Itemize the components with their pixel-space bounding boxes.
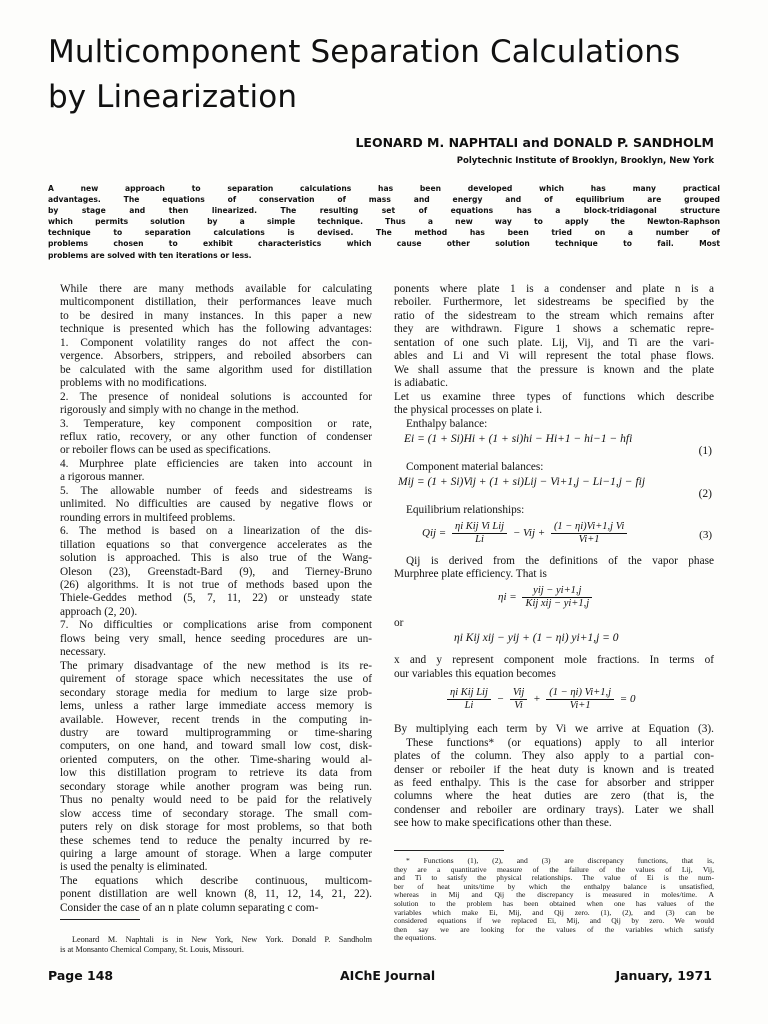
title-line: Multicomponent Separation Calculations [48, 34, 681, 70]
paper-title [48, 30, 728, 120]
body-line: 3. Temperature, key component composition or rate, [60, 417, 372, 430]
body-line: problems with no modifications. [60, 377, 207, 390]
var-f2-numerator: Vij [510, 687, 527, 700]
affiliation: Polytechnic Institute of Brooklyn, Brooklyn, New York [456, 156, 714, 166]
var-fraction-3 [546, 687, 614, 712]
eq3-fraction-2 [551, 521, 627, 546]
body-line: these schemes tend to reduce the penalty incurred by re- [60, 834, 372, 847]
footnote-right [394, 857, 714, 943]
var-f3-denominator: Vi+1 [569, 700, 591, 712]
body-line: These functions* (or equations) apply to all interior [406, 736, 714, 749]
var-f3-numerator: (1 − ηi) Vi+1,j [546, 687, 614, 700]
body-line: necessary. [60, 646, 106, 659]
body-line: condenser and reboiler are ordinary trays). Later we shall [394, 803, 714, 816]
body-line: multicomponent distillation, their performances leave much [60, 296, 372, 309]
equation-1-text: Ei = (1 + Si)Hi + (1 + si)hi − Hi+1 − hi−1 − hfi [404, 432, 633, 445]
eq3-f2-numerator: (1 − ηi)Vi+1,j Vi [551, 521, 627, 534]
var-fraction-2 [510, 687, 527, 712]
abstract-line: problems chosen to exhibit characteristics which cause other solution technique to fail. Most [48, 239, 720, 249]
component-label: Component material balances: [406, 460, 544, 473]
eta-equation-2 [394, 630, 714, 654]
abstract-line: A new approach to separation calculations has been developed which has many practical [48, 184, 720, 193]
var-f1-denominator: Li [464, 700, 474, 712]
body-line: lems, unless a rather large immediate access memory is [60, 700, 372, 713]
abstract-line: problems are solved with ten iterations or less. [48, 250, 252, 260]
body-line: is adiabatic. [394, 377, 448, 390]
body-line: columns where the heat duties are zero (that is, the [394, 790, 714, 803]
eta-equation-2-text: ηi Kij xij − yij + (1 − ηi) yi+1,j = 0 [454, 632, 619, 645]
body-line: (26) algorithms. It is not true of methods based upon the [60, 578, 372, 591]
body-line: reflux ratio, recovery, or any other function of condenser [60, 430, 372, 443]
body-line: Consider the case of an n plate column separating c com- [60, 901, 319, 914]
body-line: secondary storage while another program was being run. [60, 780, 372, 793]
eta-fraction [522, 585, 592, 610]
abstract-line: technique to separation calculations is devised. The method has been tried on a number of [48, 228, 720, 238]
body-line: to be desired in many instances. In this paper a new [60, 309, 372, 322]
body-line: secondary storage media for medium to large size prob- [60, 686, 372, 699]
eq3-middle: − Vij + [512, 526, 546, 539]
body-line: or reboiler flows can be used as specifications. [60, 444, 271, 457]
body-line: they are withdrawn. Figure 1 shows a schematic repre- [394, 323, 714, 336]
equation-3-number: (3) [699, 528, 712, 541]
eq3-f1-numerator: ηi Kij Vi Lij [452, 521, 507, 534]
body-line: a rigorous manner. [60, 471, 145, 484]
footnote-line: Leonard M. Naphtali is in New York, New York. Donald P. Sandholm [72, 935, 372, 944]
body-line: ables and Li and Vi will represent the total phase flows. [394, 350, 714, 363]
body-line: tillation equations so that convergence accelerates as the [60, 538, 372, 551]
title-line: by Linearization [48, 79, 298, 115]
abstract-line: which permits solution by a simple technique. Thus a new way to apply the Newton-Raphson [48, 217, 720, 227]
body-line: 5. The allowable number of feeds and sidestreams is [60, 484, 372, 497]
body-line: the physical processes on plate i. [394, 404, 543, 417]
equation-2-number: (2) [698, 488, 712, 501]
equation-3 [394, 521, 714, 555]
body-line: unlimited. No difficulties are caused by negative flows or [60, 498, 372, 511]
page-number: Page 148 [48, 968, 114, 983]
body-line: rounding errors in multifeed problems. [60, 511, 236, 524]
body-line: Thus no penalty would need to be paid for the relatively [60, 794, 372, 807]
body-line: available. However, recent trends in the computing in- [60, 713, 372, 726]
body-line: computers, on one hand, and toward small low cost, disk- [60, 740, 372, 753]
body-line: flows being very small, hence seeding procedures are un- [60, 632, 372, 645]
body-line: puters rely on disk storage for most problems, so that both [60, 821, 372, 834]
equation-1-number: (1) [698, 444, 712, 457]
body-line: ratio of the sidestream to the stream which remains after [394, 309, 714, 322]
footnote-line: ber of heat units/time by which the enthalpy balance is unsatisfied, [394, 881, 714, 891]
equation-2-text: Mij = (1 + Si)Vij + (1 + si)Lij − Vi+1,j − Li−1,j − fij [398, 476, 646, 489]
body-line: Qij is derived from the definitions of the vapor phase [406, 554, 714, 567]
footnote-line: whereas in Mij and Qij the discrepancy is measured in moles/time. A [394, 890, 714, 900]
body-line: ponents where plate 1 is a condenser and plate n is a [394, 283, 714, 295]
var-f2-denominator: Vi [514, 700, 523, 712]
body-line: technique is presented which has the following advantages: [60, 323, 372, 336]
var-f1-numerator: ηi Kij Lij [447, 687, 491, 700]
body-line: plates of the column. They also apply to a partial con- [394, 750, 714, 763]
variables-equation [394, 687, 714, 723]
eta-numerator: yij − yi+1,j [522, 585, 592, 598]
eq3-fraction-1 [452, 521, 507, 546]
body-line: vergence. Absorbers, strippers, and reboiled absorbers can [60, 350, 372, 363]
body-line: quirement of storage space which necessitates the use of [60, 673, 372, 686]
eta-lhs: ηi = [498, 590, 517, 603]
body-line: 2. The presence of nonideal solutions is accounted for [60, 390, 372, 403]
right-column [394, 283, 714, 831]
footnote-line: considered equations if we replaced Ei, Mij, and Qij by zero. We would [394, 916, 714, 926]
body-line: Oleson (23), Greenstadt-Bard (9), and Tierney-Bruno [60, 565, 372, 578]
body-line: Let us examine three types of functions which describe [394, 390, 714, 403]
body-line: be calculated with the same algorithm used for distillation [60, 363, 372, 376]
footnote-line: * Functions (1), (2), and (3) are discrepancy functions, that is, [406, 856, 714, 865]
body-line: Murphree plate efficiency. That is [394, 568, 547, 581]
abstract [48, 183, 720, 261]
body-line: sentation of one such plate. Lij, Vij, and Ti are the vari- [394, 336, 714, 349]
body-line: Enthalpy balance: [406, 417, 488, 430]
footnote-line: the equations. [394, 933, 437, 943]
body-line: dustry are toward multiprogramming or time-sharing [60, 726, 372, 739]
var-rhs: = 0 [619, 692, 636, 705]
body-line: 1. Component volatility ranges do not affect the con- [60, 336, 372, 349]
body-line: Thiele-Geddes method (5, 7, 11, 22) or unsteady state [60, 592, 372, 605]
left-column [60, 283, 372, 915]
body-line: approach (2, 20). [60, 605, 138, 618]
abstract-line: by stage and then linearized. The resulting set of equations has a block-tridiagonal structure [48, 206, 720, 216]
body-line: quiring a large amount of storage. When a large computer [60, 848, 372, 861]
body-line: is used the penalty is eliminated. [60, 861, 208, 874]
journal-name: AIChE Journal [340, 968, 436, 983]
var-fraction-1 [447, 687, 491, 712]
body-line: The equations which describe continuous, multicom- [60, 874, 372, 887]
body-line: solution is approached. This is also true of the Wang- [60, 552, 372, 565]
body-line: While there are many methods available for calculating [60, 283, 372, 295]
body-line: 4. Murphree plate efficiencies are taken into account in [60, 457, 372, 470]
abstract-line: advantages. The equations of conservation of mass and energy and of equilibrium are grouped [48, 195, 720, 205]
plus-sign: + [533, 692, 541, 705]
body-line: 6. The method is based on a linearization of the dis- [60, 525, 372, 538]
body-line: denser or reboiler if the heat duty is known and is treated [394, 763, 714, 776]
or-label: or [394, 616, 404, 629]
body-line: see how to make specifications other than these. [394, 817, 612, 830]
body-line: our variables this equation becomes [394, 667, 556, 680]
body-line: The primary disadvantage of the new method is its re- [60, 659, 372, 672]
body-line: By multiplying each term by Vi we arrive at Equation (3). [394, 723, 714, 736]
body-line: 7. No difficulties or complications arise from component [60, 619, 372, 632]
footnote-rule-right [394, 850, 504, 851]
equation-1 [394, 431, 714, 461]
footnote-left [60, 935, 372, 955]
body-line: reboiler. Furthermore, let sidestreams be specified by the [394, 296, 714, 309]
body-line: oriented computers, on the other. Time-sharing would al- [60, 753, 372, 766]
eq3-f2-denominator: Vi+1 [578, 533, 600, 545]
body-line: x and y represent component mole fractions. In terms of [394, 654, 714, 667]
body-line: ponent distillation are well known (8, 11, 12, 14, 21, 22). [60, 888, 372, 901]
footnote-line: and Ti to satisfy the physical relationships. The value of Ei is the num- [394, 873, 714, 883]
minus-sign: − [496, 692, 505, 705]
body-line: low this distillation program to retrieve its data from [60, 767, 372, 780]
footnote-line: variables which make Ei, Mij, and Qij zero. (1), (2), and (3) can be [394, 907, 714, 917]
equilibrium-label: Equilibrium relationships: [406, 504, 525, 517]
body-line: as feed enthalpy. This is the case for absorber and stripper [394, 776, 714, 789]
issue-date: January, 1971 [615, 968, 712, 983]
footnote-rule-left [60, 919, 140, 920]
footnote-line: they are a quantitative measure of the failure of the values of Lij, Vij, [394, 864, 714, 874]
footnote-line: then say we are looking for the values of the variables which satisfy [394, 924, 714, 934]
equation-2 [394, 474, 714, 504]
body-line: We shall assume that the pressure is known and the plate [394, 363, 714, 376]
eta-denominator: Kij xij − yi+1,j [525, 597, 590, 609]
body-line: slow access time of secondary storage. The small com- [60, 807, 372, 820]
footnote-line: is at Monsanto Chemical Company, St. Louis, Missouri. [60, 945, 244, 955]
footnote-line: solution to the problem has been obtained when one has values of the [394, 898, 714, 908]
authors: LEONARD M. NAPHTALI and DONALD P. SANDHOLM [355, 135, 714, 150]
eq3-f1-denominator: Li [475, 533, 484, 545]
body-line: rigorously and simply with no change in the method. [60, 404, 299, 417]
eq3-lhs: Qij = [422, 526, 447, 539]
eta-equation [394, 585, 714, 617]
